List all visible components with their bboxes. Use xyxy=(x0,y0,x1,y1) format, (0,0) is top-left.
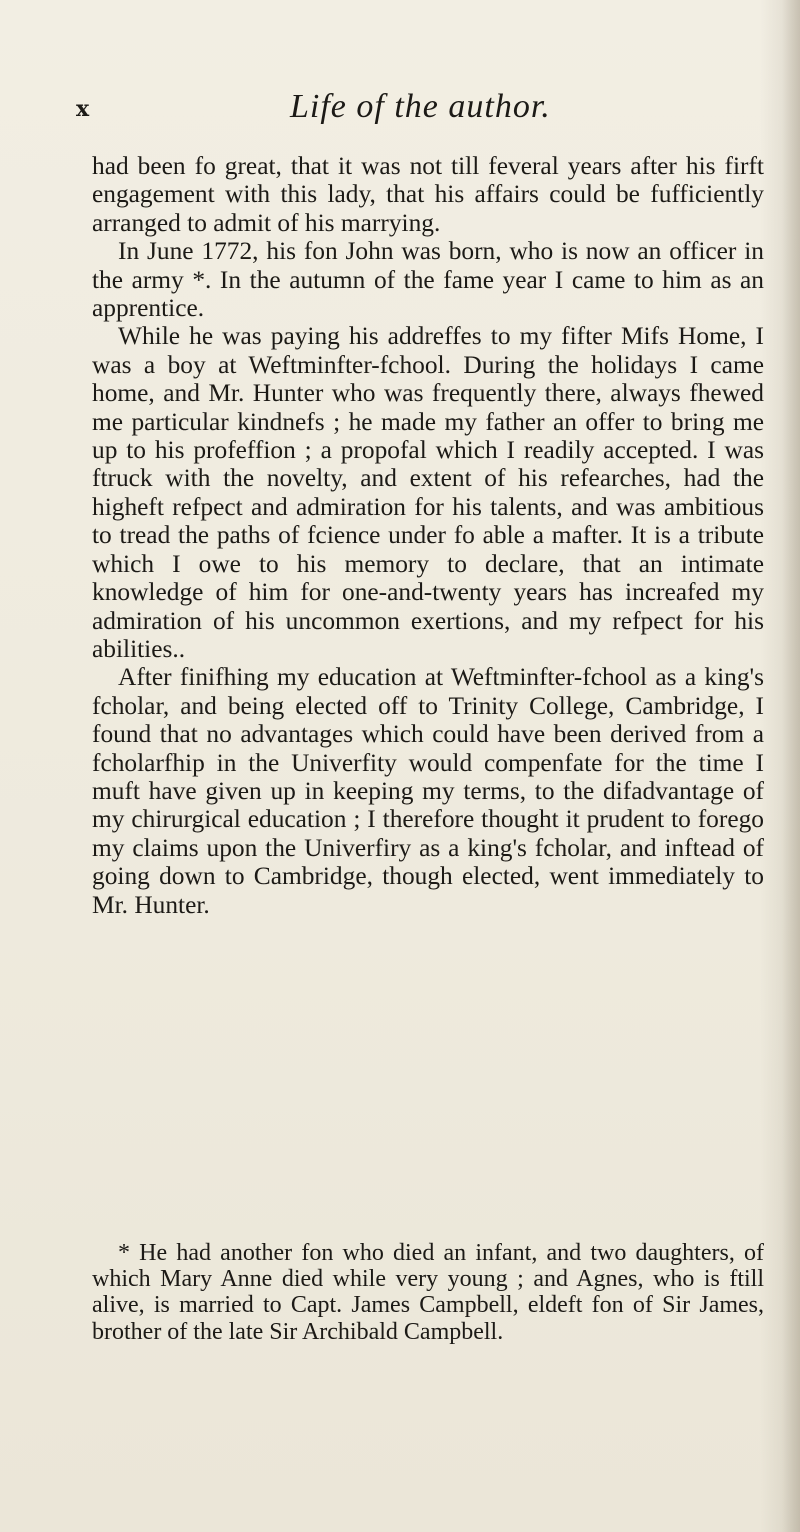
page-header xyxy=(0,88,800,128)
running-title: Life of the author. xyxy=(290,88,551,125)
paragraph-education: After finifhing my education at Weftminfter-fchool as a king's fcholar, and being elected off to Trinity College, Cambridge, I found that no advantages which could have been derived from a fcholarfhip in the Univerfity would compenfate for the time I muft have given up in keeping my terms, to the difadvantage of my chirurgical education ; I therefore thought it prudent to forego my claims upon the Univerfiry as a king's fcholar, and inftead of going down to Cambridge, though elected, went immediately to Mr. Hunter. xyxy=(92,663,764,919)
paragraph-marriage: had been fo great, that it was not till feveral years after his firft engagement with this lady, that his affairs could be fufficiently arranged to admit of his marrying. xyxy=(92,152,764,237)
body-text xyxy=(92,152,764,919)
page-number: x xyxy=(76,96,90,122)
footnote xyxy=(92,1240,764,1345)
page-edge-shadow xyxy=(782,0,800,1532)
footnote-text: * He had another fon who died an infant, and two daughters, of which Mary Anne died while very young ; and Agnes, who is ftill alive, is married to Capt. James Campbell, eldeft fon of Sir James, brother of the late Sir Archibald Campbell. xyxy=(92,1240,764,1345)
paragraph-son-born: In June 1772, his fon John was born, who is now an officer in the army *. In the autumn of the fame year I came to him as an apprentice. xyxy=(92,237,764,323)
paragraph-apprenticeship: While he was paying his addreffes to my fifter Mifs Home, I was a boy at Weftminfter-fchool. During the holidays I came home, and Mr. Hunter who was frequently there, always fhewed me particular kindnefs ; he made my father an offer to bring me up to his profeffion ; a propofal which I readily accepted. I was ftruck with the novelty, and extent of his refearches, had the higheft refpect and admiration for his talents, and was ambitious to tread the paths of fcience under fo able a mafter. It is a tribute which I owe to his memory to declare, that an intimate knowledge of him for one-and-twenty years has increafed my admiration of his uncommon exertions, and my refpect for his abilities.. xyxy=(92,322,764,663)
